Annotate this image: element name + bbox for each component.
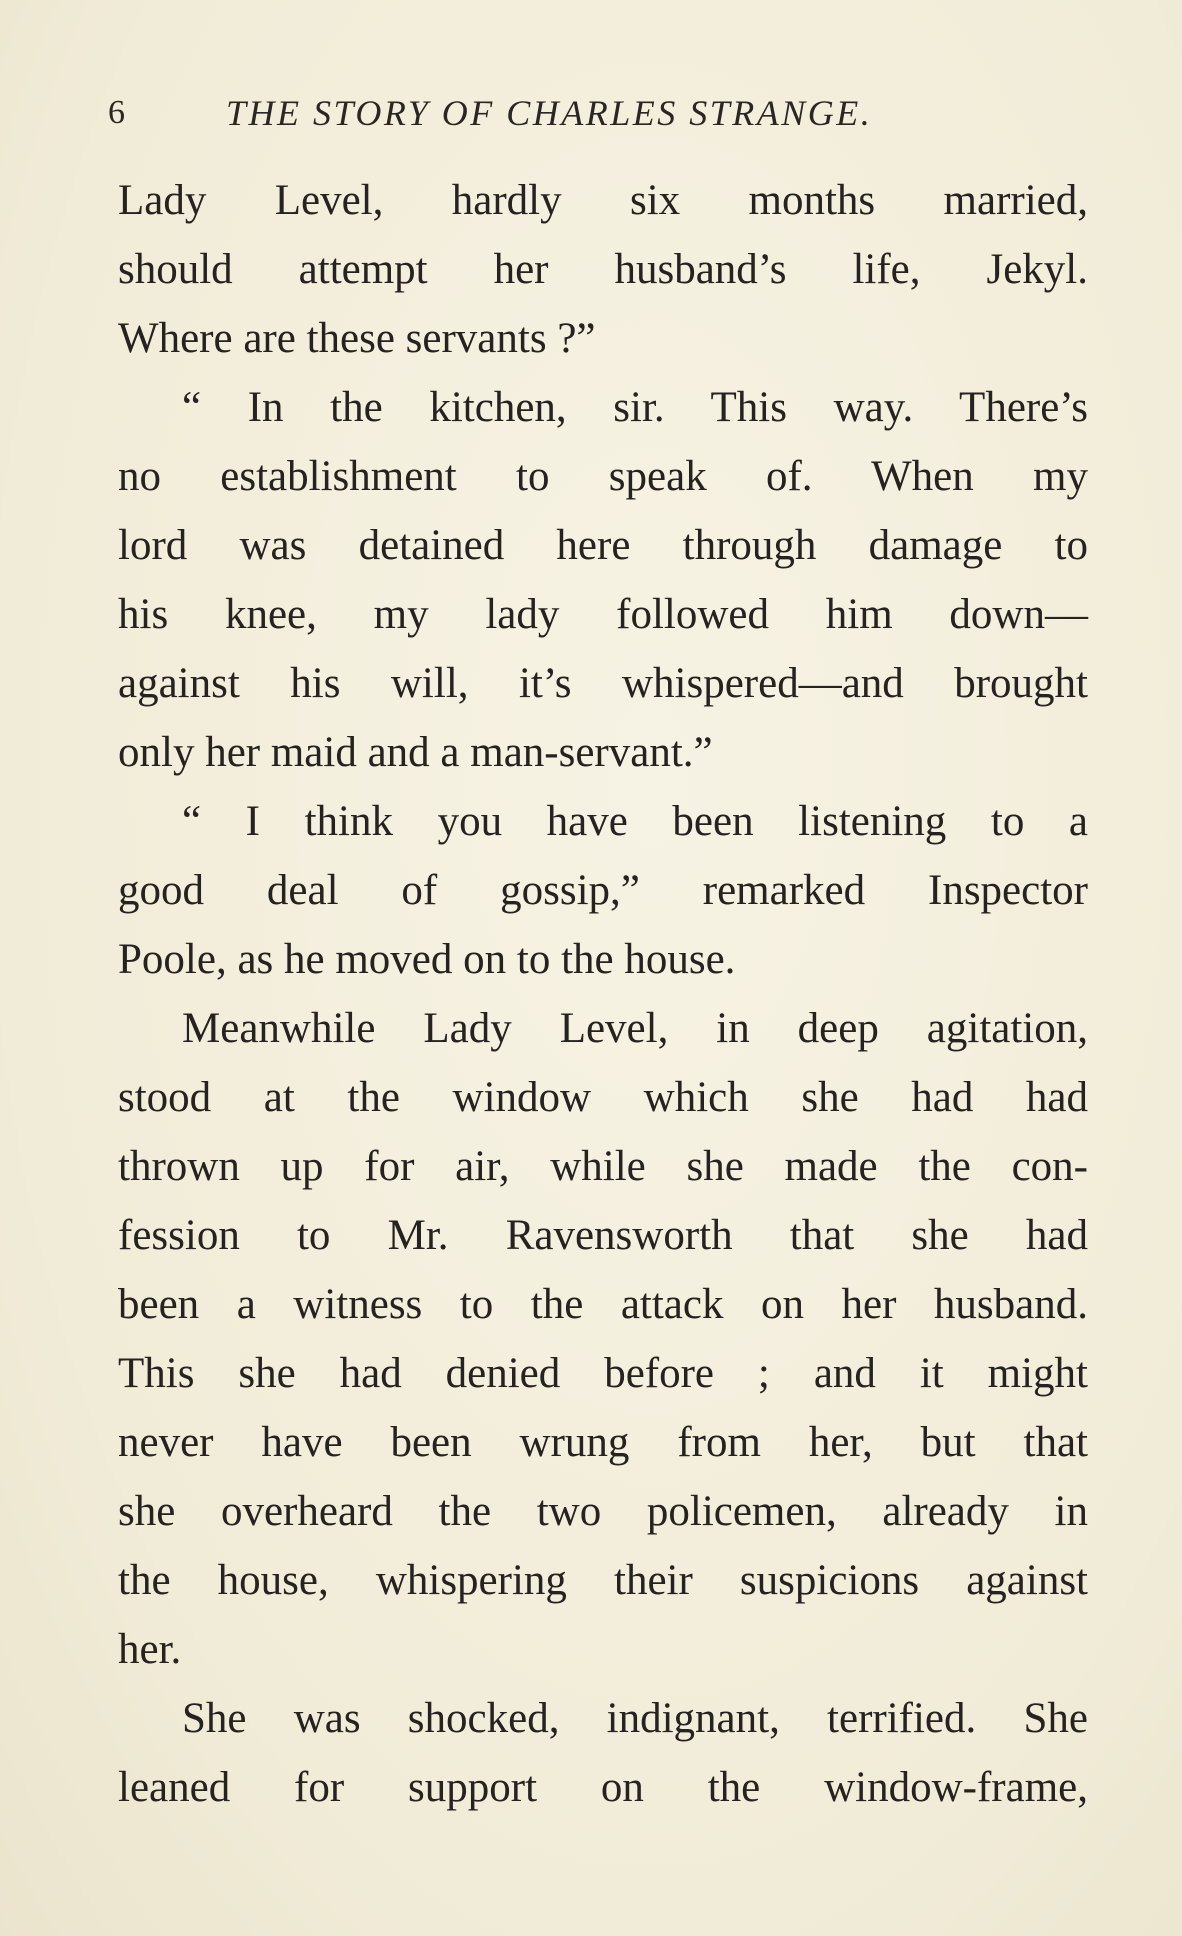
text-line: been a witness to the attack on her husband. — [118, 1281, 1088, 1328]
text-line: she overheard the two policemen, already in — [118, 1488, 1088, 1535]
text-line: lord was detained here through damage to — [118, 522, 1088, 569]
text-line: his knee, my lady followed him down— — [118, 591, 1088, 638]
text-line: good deal of gossip,” remarked Inspector — [118, 867, 1088, 914]
text-line: only her maid and a man-servant.” — [118, 729, 713, 776]
text-line: Meanwhile Lady Level, in deep agitation, — [182, 1005, 1088, 1052]
text-line: stood at the window which she had had — [118, 1074, 1088, 1121]
text-line: against his will, it’s whispered—and brought — [118, 660, 1088, 707]
text-line: She was shocked, indignant, terrified. She — [182, 1695, 1088, 1742]
text-line: “ In the kitchen, sir. This way. There’s — [182, 384, 1088, 431]
text-line: thrown up for air, while she made the con- — [118, 1143, 1088, 1190]
text-line: fession to Mr. Ravensworth that she had — [118, 1212, 1088, 1259]
text-line: Lady Level, hardly six months married, — [118, 177, 1088, 224]
body-text — [118, 166, 1088, 1822]
text-line: leaned for support on the window-frame, — [118, 1764, 1088, 1811]
page-number: 6 — [108, 94, 125, 131]
text-line: This she had denied before ; and it might — [118, 1350, 1088, 1397]
text-line: never have been wrung from her, but that — [118, 1419, 1088, 1466]
text-line: should attempt her husband’s life, Jekyl. — [118, 246, 1088, 293]
text-line: the house, whispering their suspicions against — [118, 1557, 1088, 1604]
text-line: no establishment to speak of. When my — [118, 453, 1088, 500]
text-line: her. — [118, 1626, 182, 1673]
running-title: THE STORY OF CHARLES STRANGE. — [226, 93, 873, 133]
running-head — [108, 88, 988, 138]
text-line: Poole, as he moved on to the house. — [118, 936, 736, 983]
text-line: Where are these servants ?” — [118, 315, 596, 362]
text-line: “ I think you have been listening to a — [182, 798, 1088, 845]
